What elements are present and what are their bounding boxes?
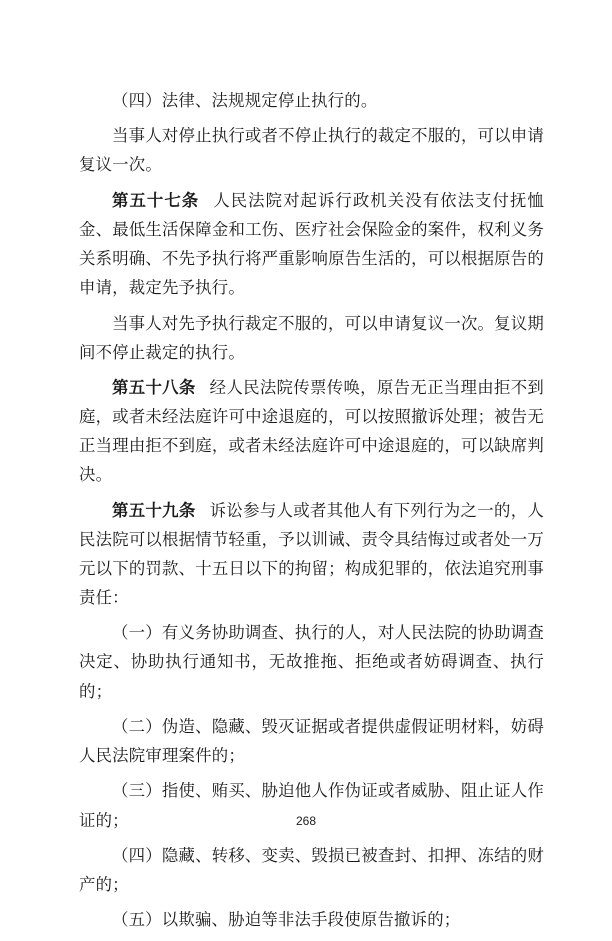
- page-number: 268: [295, 814, 317, 828]
- article-number: 第五十七条: [112, 190, 200, 210]
- paragraph-text: （一）有义务协助调查、执行的人，对人民法院的协助调查决定、协助执行通知书，无故推拖、拒绝或者妨碍调查、执行的；: [79, 623, 544, 701]
- paragraph-text: （五）以欺骗、胁迫等非法手段使原告撤诉的；: [112, 910, 461, 930]
- paragraph-text: 当事人对停止执行或者不停止执行的裁定不服的，可以申请复议一次。: [79, 126, 544, 175]
- paragraph: [79, 309, 544, 367]
- list-item: [79, 905, 544, 934]
- article-number: 第五十九条: [112, 500, 196, 520]
- paragraph-text: 当事人对先予执行裁定不服的，可以申请复议一次。复议期间不停止裁定的执行。: [79, 313, 544, 362]
- paragraph-text: （四）法律、法规规定停止执行的。: [112, 91, 378, 110]
- paragraph-text: 经人民法院传票传唤，原告无正当理由拒不到庭，或者未经法庭许可中途退庭的，可以按照撤诉处理；被告无正当理由拒不到庭，或者未经法庭许可中途退庭的，可以缺席判决。: [79, 378, 545, 485]
- paragraph-text: 人民法院对起诉行政机关没有依法支付抚恤金、最低生活保障金和工伤、医疗社会保险金的案件，权利义务关系明确、不先予执行将严重影响原告生活的，可以根据原告的申请，裁定先予执行。: [79, 190, 544, 298]
- paragraph-text: 诉讼参与人或者其他人有下列行为之一的，人民法院可以根据情节轻重，予以训诫、责令具结悔过或者处一万元以下的罚款、十五日以下的拘留；构成犯罪的，依法追究刑事责任：: [79, 500, 545, 607]
- list-item: [79, 841, 544, 899]
- article-paragraph: [79, 186, 544, 302]
- paragraph-text: （四）隐藏、转移、变卖、毁损已被查封、扣押、冻结的财产的；: [79, 845, 544, 895]
- paragraph-text: （三）指使、贿买、胁迫他人作伪证或者威胁、阻止证人作证的；: [79, 781, 544, 830]
- list-item: [79, 618, 544, 705]
- body-text: [79, 86, 544, 941]
- paragraph-text: （二）伪造、隐藏、毁灭证据或者提供虚假证明材料，妨碍人民法院审理案件的；: [79, 716, 544, 766]
- article-paragraph: [79, 496, 544, 612]
- paragraph: [79, 121, 544, 179]
- paragraph: [79, 86, 544, 115]
- article-paragraph: [79, 373, 544, 489]
- article-number: 第五十八条: [112, 378, 196, 398]
- list-item: [79, 712, 544, 770]
